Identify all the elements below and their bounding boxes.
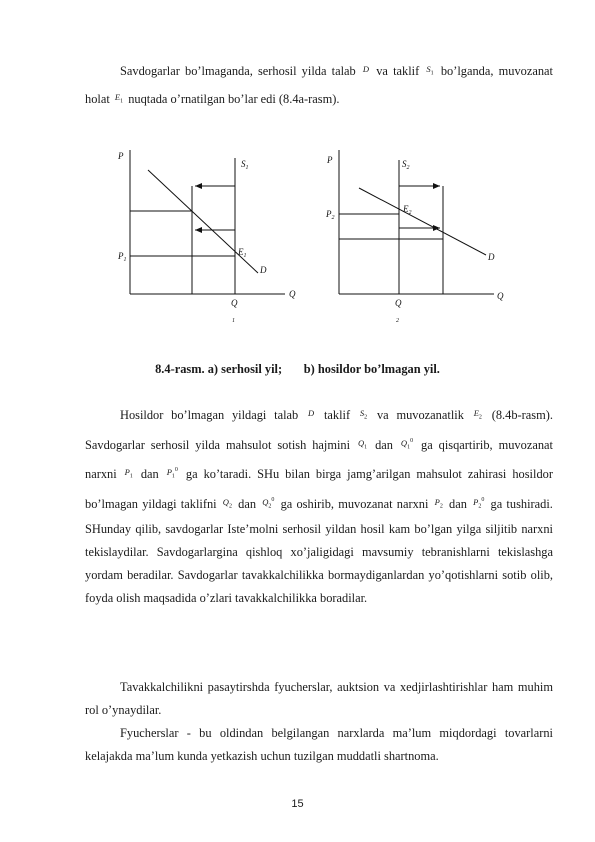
para2-text-6: ga qisqartirib, muvozanat narxni — [85, 437, 553, 482]
symbol-P2: P2 — [434, 496, 443, 510]
page-number: 15 — [291, 798, 304, 810]
b-label-S2: $S_2$ — [402, 159, 410, 171]
symbol-P1-0: P10 — [166, 467, 178, 480]
para2-text-8: ga ko’taradi. SHu bilan birga jamg’arilgan mahsulot zahirasi hosildor bo’lmagan yildagi taklifni — [85, 467, 553, 511]
caption-part-a: 8.4-rasm. a) serhosil yil; — [155, 362, 283, 376]
symbol-E1: E1 — [114, 91, 124, 105]
b-label-Q2: Q — [395, 298, 402, 308]
para1-text-c: bo’lganda, muvozanat holat — [85, 64, 553, 106]
symbol-S1: S1 — [426, 64, 434, 77]
a-label-P: P — [118, 151, 124, 161]
symbol-S2: S2 — [359, 408, 368, 421]
para2-text-3: va muvozanatlik — [376, 408, 464, 422]
b-label-D: D — [488, 252, 495, 262]
symbol-P2-0: P20 — [473, 496, 485, 510]
caption-part-b: b) hosildor bo’lmagan yil. — [303, 362, 440, 376]
diagram-b — [339, 150, 494, 294]
a-label-Q1: Q — [231, 298, 238, 308]
a-demand-curve — [148, 170, 258, 273]
para2-text-2: taklif — [323, 408, 351, 422]
symbol-E2: E2 — [473, 408, 482, 421]
b-label-P2: $P_2$ — [326, 209, 335, 221]
para2-text-4: (8.4b-rasm). Savdogarlar serhosil yilda mahsulot sotish hajmini — [85, 408, 553, 452]
a-label-S1: $S_1$ — [241, 159, 249, 171]
a-label-Q-axis: Q — [289, 289, 296, 299]
figure-8-4 — [0, 140, 595, 330]
para2-text-5: dan — [375, 437, 393, 452]
b-label-P: P — [327, 155, 333, 165]
a-label-P1: $P_1$ — [118, 251, 127, 263]
para2-text-11: dan — [449, 496, 467, 511]
para1-text-b: va taklif — [376, 64, 420, 78]
para1-text-d: nuqtada o’rnatilgan bo’lar edi (8.4a-rasm). — [128, 91, 340, 106]
paragraph-futures: Fyucherslar - bu oldindan belgilangan narxlarda ma’lum miqdordagi tovarlarni kelajakda ma’lum kunda yetkazish uchun tuzilgan muddatli shartnoma. — [85, 726, 553, 763]
symbol-Q1: Q1 — [358, 437, 368, 451]
para1-text-a: Savdogarlar bo’lmaganda, serhosil yilda talab — [120, 64, 356, 78]
b-demand-curve — [359, 188, 486, 255]
para2-text-10: ga oshirib, muvozanat narxni — [280, 496, 429, 511]
figure-caption — [0, 362, 595, 377]
a-label-Q1-sub: 1 — [232, 318, 235, 324]
diagram-a-labels — [117, 151, 296, 324]
symbol-Q2-0: Q20 — [262, 496, 275, 510]
para2-text-9: dan — [238, 496, 257, 511]
a-label-D: D — [260, 265, 267, 275]
symbol-Q2: Q2 — [222, 496, 232, 510]
para2-text-1: Hosildor bo’lmagan yildagi talab — [120, 408, 299, 422]
symbol-P1: P1 — [124, 467, 133, 480]
b-label-E2: $E_2$ — [403, 204, 412, 216]
paragraph-intro — [85, 58, 553, 113]
para2-text-7: dan — [140, 467, 159, 482]
paragraph-risk: Tavakkalchilikni pasaytirshda fyucherslar, auktsion va xedjirlashtirishlar ham muhim rol o’ynaydilar. — [85, 680, 553, 717]
b-label-Q-axis: Q — [497, 291, 504, 301]
symbol-D: D — [308, 408, 315, 418]
paragraph-main — [85, 402, 553, 610]
symbol-D: D — [362, 64, 370, 74]
a-label-E1: $E_1$ — [238, 247, 247, 259]
b-label-Q2-sub: 2 — [396, 318, 399, 324]
para2-text-12: ga tushiradi. SHunday qilib, savdogarlar Iste’molni serhosil yildan hosil kam bo’lgan yilga siljitib narxni tekislaydilar. Savdogarlargina qishloq xo’jaligidagi mavsumiy tebranishlarni tekislashga yordam beradilar. Savdogarlar tavakkalchilikka bormaydiganlardan yo’qotishlarni sotib olib, foyda olish maqsadida o’zlari tavakkalchilikka boradilar. — [85, 496, 553, 606]
symbol-Q1-0: Q10 — [400, 437, 414, 451]
